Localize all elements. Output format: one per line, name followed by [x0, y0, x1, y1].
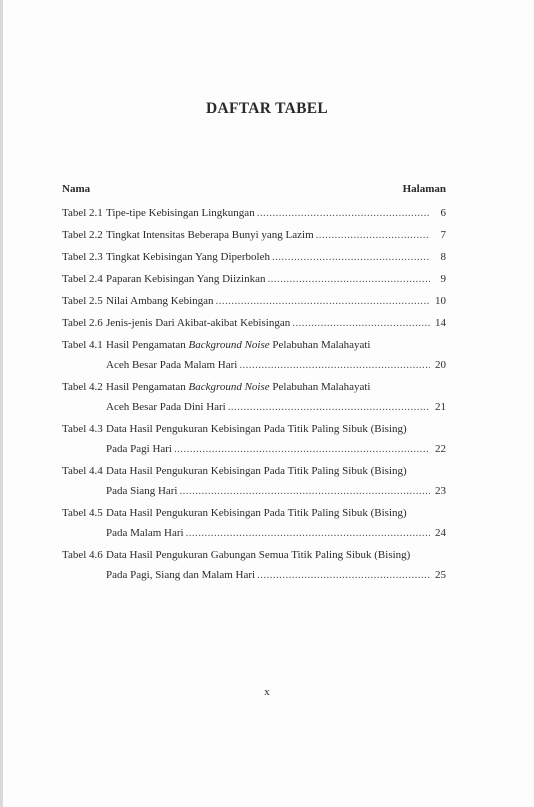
page-ref: 8 — [440, 251, 446, 263]
dot-leader — [272, 250, 430, 264]
list-item — [62, 250, 446, 264]
list-item — [62, 228, 446, 242]
table-list — [62, 206, 446, 590]
page-ref: 24 — [435, 527, 446, 539]
table-caption-continued: Pada Pagi Hari — [106, 443, 172, 455]
table-caption: Data Hasil Pengukuran Kebisingan Pada Titik Paling Sibuk (Bising) — [106, 507, 407, 519]
list-header — [62, 183, 446, 195]
table-caption-continued: Aceh Besar Pada Malam Hari — [106, 359, 238, 371]
table-number: Tabel 2.5 — [62, 295, 103, 307]
table-caption: Nilai Ambang Kebingan — [106, 295, 214, 307]
table-number: Tabel 4.3 — [62, 423, 103, 435]
table-number: Tabel 2.4 — [62, 273, 103, 285]
dot-leader — [239, 358, 430, 372]
page-column-label: Halaman — [402, 183, 446, 195]
table-caption: Data Hasil Pengukuran Kebisingan Pada Titik Paling Sibuk (Bising) — [106, 465, 407, 477]
table-caption: Data Hasil Pengukuran Gabungan Semua Titik Paling Sibuk (Bising) — [106, 549, 411, 561]
dot-leader — [316, 228, 430, 242]
table-number: Tabel 2.6 — [62, 317, 103, 329]
list-item — [62, 422, 446, 456]
page-ref: 10 — [435, 295, 446, 307]
table-number: Tabel 2.3 — [62, 251, 103, 263]
dot-leader — [179, 484, 430, 498]
table-caption: Tingkat Intensitas Beberapa Bunyi yang Lazim — [106, 229, 314, 241]
table-number: Tabel 4.1 — [62, 339, 103, 351]
dot-leader — [174, 442, 430, 456]
list-item — [62, 294, 446, 308]
page-ref: 14 — [435, 317, 446, 329]
dot-leader — [257, 568, 430, 582]
table-number: Tabel 2.1 — [62, 207, 103, 219]
name-column-label: Nama — [62, 183, 91, 195]
table-caption: Jenis-jenis Dari Akibat-akibat Kebisingan — [106, 317, 291, 329]
table-number: Tabel 4.5 — [62, 507, 103, 519]
list-item — [62, 338, 446, 372]
page-ref: 21 — [435, 401, 446, 413]
page-ref: 7 — [440, 229, 446, 241]
table-caption: Tipe-tipe Kebisingan Lingkungan — [106, 207, 255, 219]
dot-leader — [228, 400, 430, 414]
list-item — [62, 272, 446, 286]
table-number: Tabel 4.4 — [62, 465, 103, 477]
table-caption: Data Hasil Pengukuran Kebisingan Pada Titik Paling Sibuk (Bising) — [106, 423, 407, 435]
table-number: Tabel 4.2 — [62, 381, 103, 393]
table-caption-continued: Pada Malam Hari — [106, 527, 184, 539]
page-number: x — [264, 686, 270, 698]
table-caption: Tingkat Kebisingan Yang Diperboleh — [106, 251, 270, 263]
table-caption-continued: Pada Pagi, Siang dan Malam Hari — [106, 569, 256, 581]
page-ref: 22 — [435, 443, 446, 455]
dot-leader — [216, 294, 430, 308]
table-caption: Hasil Pengamatan Background Noise Pelabuhan Malahayati — [106, 339, 371, 351]
dot-leader — [257, 206, 430, 220]
table-number: Tabel 2.2 — [62, 229, 103, 241]
page-ref: 25 — [435, 569, 446, 581]
page-ref: 23 — [435, 485, 446, 497]
list-item — [62, 464, 446, 498]
dot-leader — [267, 272, 430, 286]
page-ref: 20 — [435, 359, 446, 371]
page-ref: 9 — [440, 273, 446, 285]
table-caption-continued: Aceh Besar Pada Dini Hari — [106, 401, 226, 413]
italic-term: Background Noise — [188, 339, 270, 351]
table-caption: Paparan Kebisingan Yang Diizinkan — [106, 273, 266, 285]
page-ref: 6 — [440, 207, 446, 219]
table-caption: Hasil Pengamatan Background Noise Pelabuhan Malahayati — [106, 381, 371, 393]
table-number: Tabel 4.6 — [62, 549, 103, 561]
list-item — [62, 548, 446, 582]
italic-term: Background Noise — [188, 381, 270, 393]
list-item — [62, 506, 446, 540]
table-caption-continued: Pada Siang Hari — [106, 485, 178, 497]
dot-leader — [186, 526, 430, 540]
page-title: DAFTAR TABEL — [205, 100, 329, 117]
list-item — [62, 380, 446, 414]
list-item — [62, 316, 446, 330]
dot-leader — [292, 316, 430, 330]
list-item — [62, 206, 446, 220]
